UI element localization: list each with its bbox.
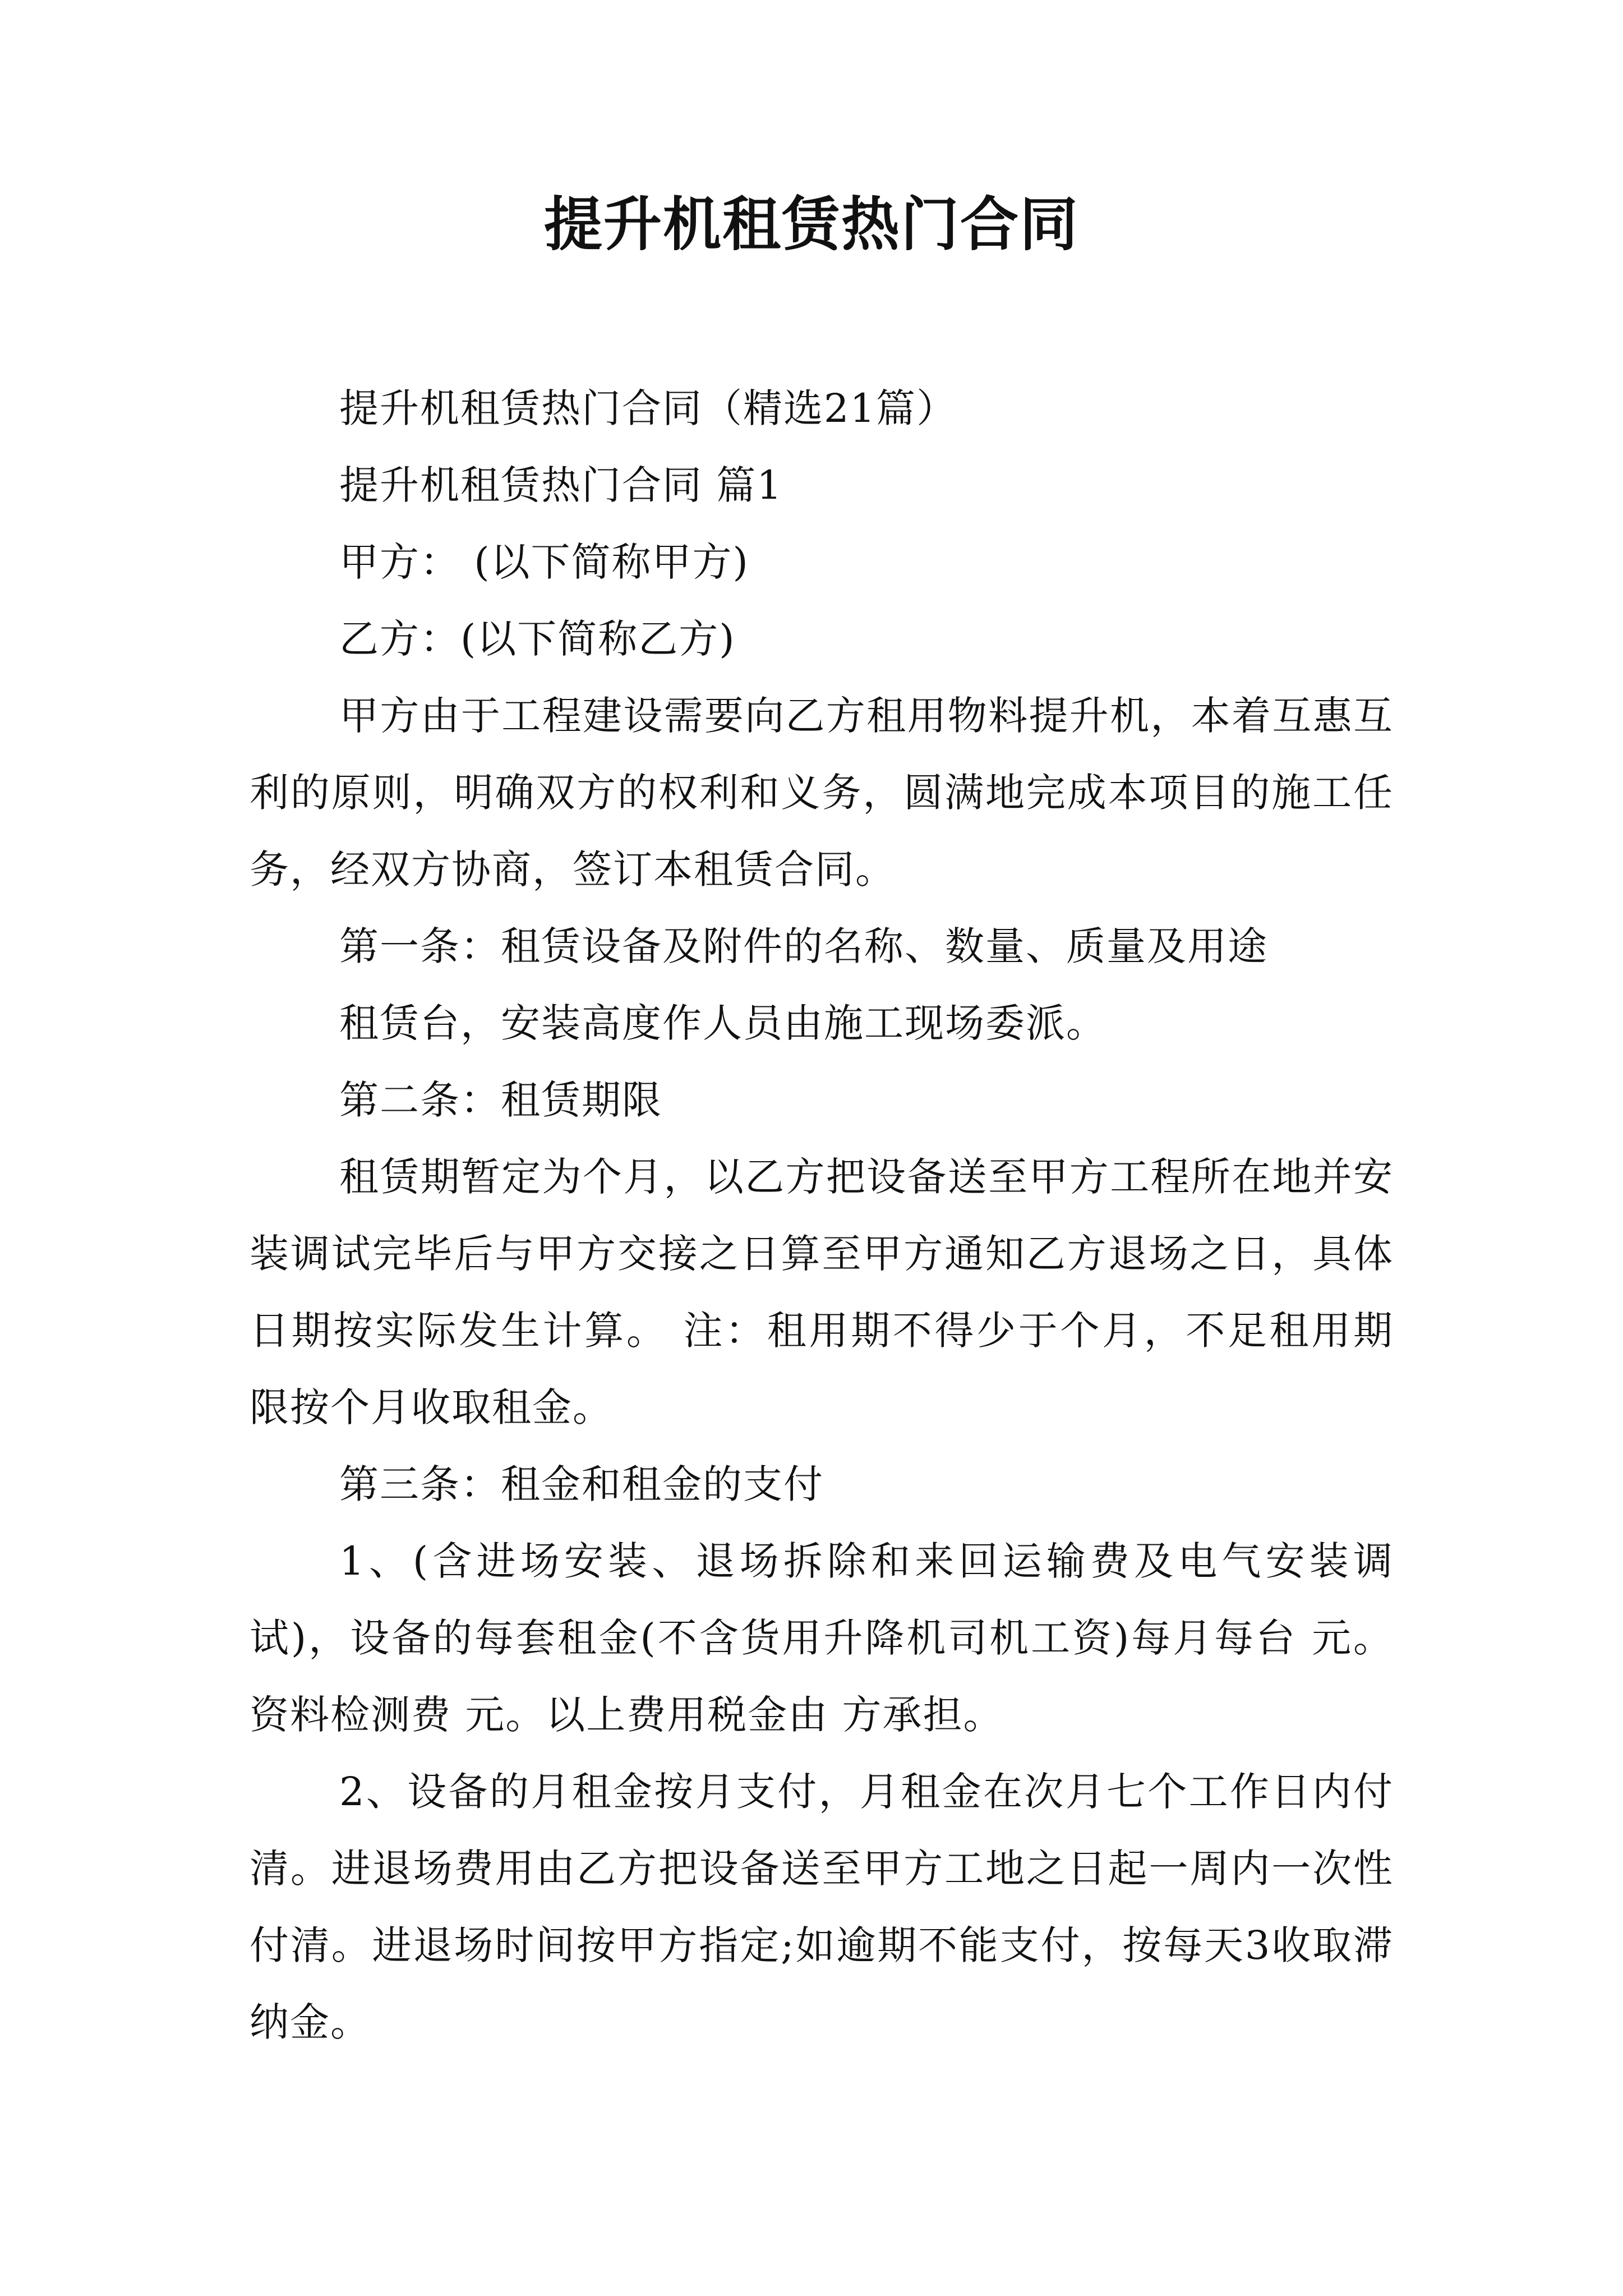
- article-3-heading: 第三条：租金和租金的支付: [339, 1461, 824, 1507]
- section-heading: 提升机租赁热门合同 篇1: [339, 462, 783, 508]
- article-3-clause-1: 1、(含进场安装、退场拆除和来回运输费及电气安装调试)，设备的每套租金(不含货用升降机司机工资)每月每台 元。资料检测费 元。以上费用税金由 方承担。: [250, 1538, 1394, 1738]
- document-title: 提升机租赁热门合同: [543, 190, 1079, 259]
- article-1-body: 租赁台，安装高度作人员由施工现场委派。: [339, 1000, 1106, 1046]
- party-a-line: 甲方： (以下简称甲方): [339, 539, 749, 585]
- article-2-heading: 第二条：租赁期限: [339, 1077, 662, 1123]
- article-1-heading: 第一条：租赁设备及附件的名称、数量、质量及用途: [339, 923, 1268, 969]
- subtitle-paragraph: 提升机租赁热门合同（精选21篇）: [339, 385, 957, 431]
- article-2-body: 租赁期暂定为个月，以乙方把设备送至甲方工程所在地并安装调试完毕后与甲方交接之日算至甲方通知乙方退场之日，具体日期按实际发生计算。 注：租用期不得少于个月，不足租用期限按个月收取租金。: [250, 1154, 1394, 1430]
- preamble-paragraph: 甲方由于工程建设需要向乙方租用物料提升机，本着互惠互利的原则，明确双方的权利和义务，圆满地完成本项目的施工任务，经双方协商，签订本租赁合同。: [250, 693, 1394, 892]
- party-b-line: 乙方：(以下简称乙方): [339, 616, 736, 662]
- document-body: [250, 370, 1394, 2061]
- article-3-clause-2: 2、设备的月租金按月支付，月租金在次月七个工作日内付清。进退场费用由乙方把设备送至甲方工地之日起一周内一次性付清。进退场时间按甲方指定;如逾期不能支付，按每天3收取滞纳金。: [250, 1769, 1394, 2045]
